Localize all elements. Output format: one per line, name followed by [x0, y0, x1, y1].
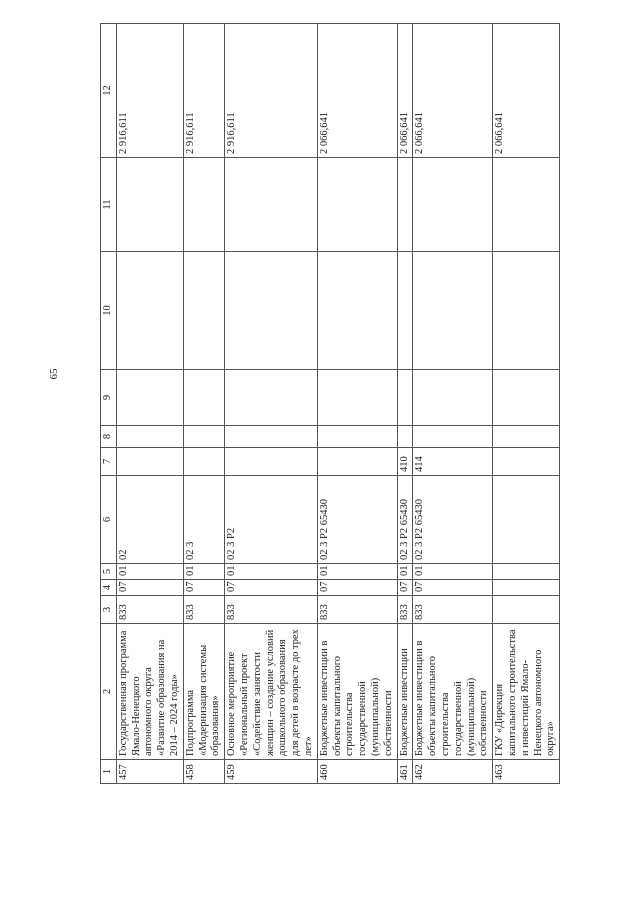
cell-c3: 833 [317, 596, 397, 624]
cell-c4: 07 [397, 580, 413, 596]
row-number: 457 [116, 760, 183, 784]
cell-amount: 2 916,611 [225, 24, 318, 158]
cell-c8 [317, 426, 397, 448]
row-number: 461 [397, 760, 413, 784]
cell-c5: 01 [397, 564, 413, 580]
row-number: 459 [225, 760, 318, 784]
row-name: Бюджетные инвестиции [397, 624, 413, 760]
cell-c10 [183, 252, 224, 370]
cell-c6: 02 3 P2 [225, 476, 318, 564]
header-row [101, 24, 117, 784]
cell-c5: 01 [183, 564, 224, 580]
cell-c3: 833 [116, 596, 183, 624]
cell-c3: 833 [397, 596, 413, 624]
table-row [116, 24, 183, 784]
row-name: Бюджетные инвестиции в объекты капитального строительства государственной (муниципальной) собственности [317, 624, 397, 760]
cell-c6: 02 3 [183, 476, 224, 564]
cell-c9 [493, 370, 560, 426]
cell-amount: 2 066,641 [317, 24, 397, 158]
row-name: Основное мероприятие «Региональный проект «Содействие занятости женщин – создание условий дошкольного образования для детей в возрасте до трех лет» [225, 624, 318, 760]
cell-c4: 07 [225, 580, 318, 596]
cell-c9 [317, 370, 397, 426]
row-name: Подпрограмма «Модернизация системы образования» [183, 624, 224, 760]
table-row [413, 24, 493, 784]
cell-amount: 2 066,641 [493, 24, 560, 158]
cell-c9 [116, 370, 183, 426]
cell-c9 [397, 370, 413, 426]
cell-c11 [225, 158, 318, 252]
table-row [397, 24, 413, 784]
cell-c3 [493, 596, 560, 624]
cell-c4: 07 [183, 580, 224, 596]
cell-c10 [116, 252, 183, 370]
cell-amount: 2 066,641 [397, 24, 413, 158]
cell-c10 [493, 252, 560, 370]
cell-c6: 02 3 P2 65430 [413, 476, 493, 564]
row-name: Бюджетные инвестиции в объекты капитального строительства государственной (муниципальной) собственности [413, 624, 493, 760]
cell-c11 [397, 158, 413, 252]
cell-c8 [183, 426, 224, 448]
cell-c11 [493, 158, 560, 252]
table-row [183, 24, 224, 784]
cell-c5: 01 [116, 564, 183, 580]
cell-c10 [225, 252, 318, 370]
cell-c9 [183, 370, 224, 426]
cell-c9 [225, 370, 318, 426]
cell-c11 [116, 158, 183, 252]
landscape-sheet [100, 24, 640, 784]
col-header-7: 7 [101, 448, 117, 476]
row-number: 462 [413, 760, 493, 784]
col-header-11: 11 [101, 158, 117, 252]
row-number: 458 [183, 760, 224, 784]
cell-c3: 833 [225, 596, 318, 624]
cell-c7: 414 [413, 448, 493, 476]
table-row [317, 24, 397, 784]
cell-c8 [413, 426, 493, 448]
cell-c7: 410 [397, 448, 413, 476]
col-header-8: 8 [101, 426, 117, 448]
col-header-12: 12 [101, 24, 117, 158]
col-header-6: 6 [101, 476, 117, 564]
col-header-9: 9 [101, 370, 117, 426]
cell-amount: 2 916,611 [183, 24, 224, 158]
cell-c4: 07 [116, 580, 183, 596]
row-number: 460 [317, 760, 397, 784]
row-name: ГКУ «Дирекция капитального строительства и инвестиций Ямало-Ненецкого автономного округа» [493, 624, 560, 760]
row-name: Государственная программа Ямало-Ненецкого автономного округа «Развитие образования на 2014 – 2024 годы» [116, 624, 183, 760]
cell-c7 [225, 448, 318, 476]
cell-c11 [183, 158, 224, 252]
cell-c5: 01 [225, 564, 318, 580]
col-header-10: 10 [101, 252, 117, 370]
cell-c7 [317, 448, 397, 476]
cell-c7 [116, 448, 183, 476]
cell-c9 [413, 370, 493, 426]
cell-c11 [413, 158, 493, 252]
cell-c6 [493, 476, 560, 564]
cell-c10 [397, 252, 413, 370]
cell-c7 [493, 448, 560, 476]
col-header-4: 4 [101, 580, 117, 596]
row-number: 463 [493, 760, 560, 784]
table-row [493, 24, 560, 784]
cell-c8 [116, 426, 183, 448]
cell-c8 [397, 426, 413, 448]
cell-c4 [493, 580, 560, 596]
cell-c7 [183, 448, 224, 476]
cell-c5: 01 [413, 564, 493, 580]
cell-c8 [225, 426, 318, 448]
cell-c6: 02 3 P2 65430 [317, 476, 397, 564]
cell-c8 [493, 426, 560, 448]
cell-c10 [413, 252, 493, 370]
cell-c3: 833 [183, 596, 224, 624]
rotated-table-wrapper [100, 24, 640, 784]
col-header-1: 1 [101, 760, 117, 784]
col-header-3: 3 [101, 596, 117, 624]
cell-c4: 07 [317, 580, 397, 596]
cell-c6: 02 [116, 476, 183, 564]
cell-c10 [317, 252, 397, 370]
cell-c3: 833 [413, 596, 493, 624]
page-number: 65 [48, 368, 60, 380]
cell-c11 [317, 158, 397, 252]
col-header-2: 2 [101, 624, 117, 760]
cell-c5 [493, 564, 560, 580]
cell-amount: 2 066,641 [413, 24, 493, 158]
table-row [225, 24, 318, 784]
cell-c4: 07 [413, 580, 493, 596]
col-header-5: 5 [101, 564, 117, 580]
cell-c6: 02 3 P2 65430 [397, 476, 413, 564]
budget-table [100, 23, 560, 784]
cell-c5: 01 [317, 564, 397, 580]
cell-amount: 2 916,611 [116, 24, 183, 158]
